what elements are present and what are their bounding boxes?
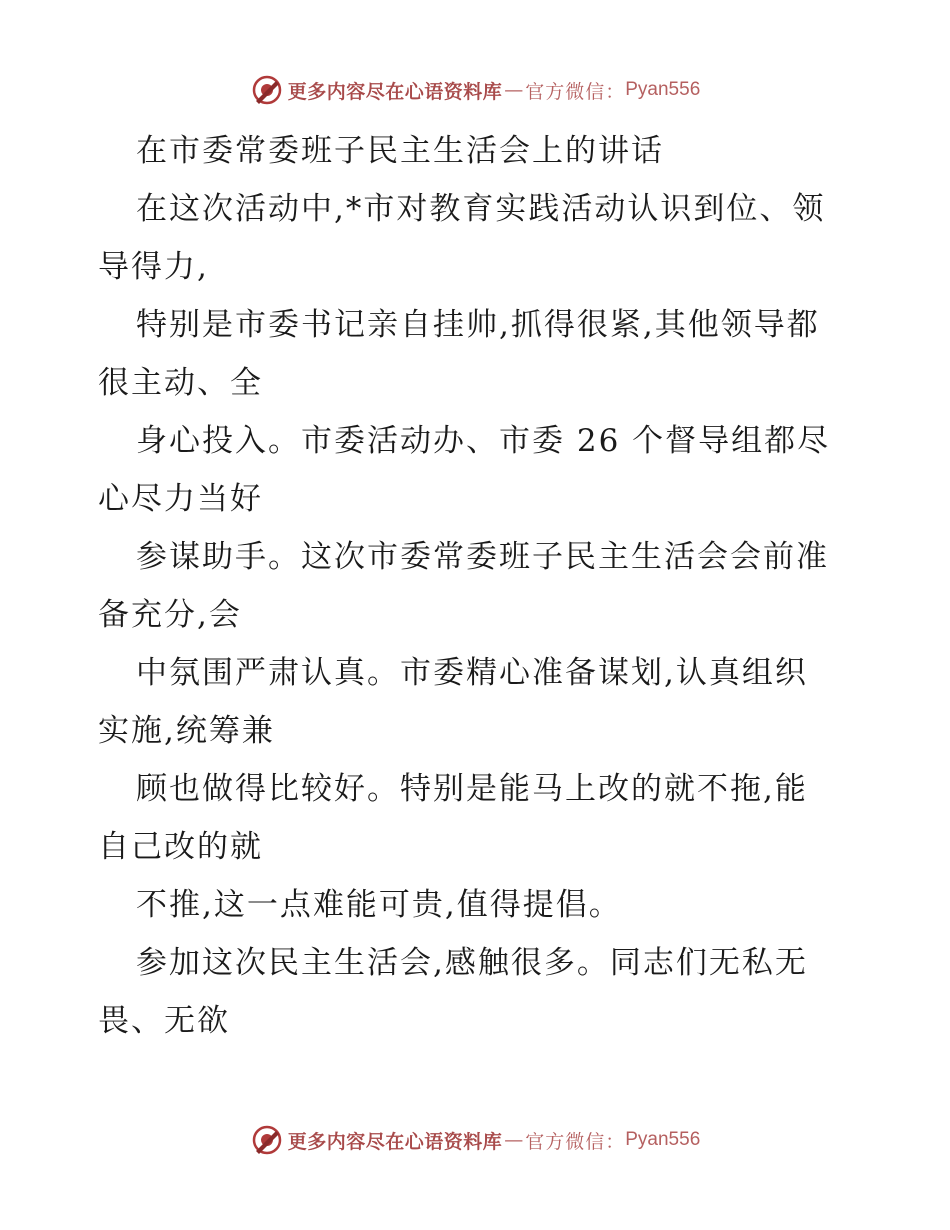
text-line: 不推,这一点难能可贵,值得提倡。 (136, 887, 622, 923)
banner-title: 更多内容尽在心语资料库 (287, 80, 503, 103)
footer-watermark-banner (0, 1122, 950, 1158)
banner-wechat-label: 官方微信： (525, 80, 626, 103)
text-line: 备充分,会 (98, 597, 242, 633)
pen-logo-icon (250, 73, 284, 107)
text-line: 参谋助手。这次市委常委班子民主生活会会前准 (136, 539, 829, 575)
text-line: 很主动、全 (98, 365, 263, 401)
text-line: 心尽力当好 (98, 481, 263, 517)
banner-wechat-label: 官方微信： (525, 1130, 626, 1153)
document-body (98, 122, 858, 1050)
banner-title: 更多内容尽在心语资料库 (287, 1130, 503, 1153)
banner-separator: — (504, 79, 524, 101)
text-line: 导得力, (98, 249, 209, 285)
banner-wechat-id: Pyan556 (625, 1129, 701, 1150)
document-title: 在市委常委班子民主生活会上的讲话 (136, 133, 664, 169)
text-line: 中氛围严肃认真。市委精心准备谋划,认真组织 (136, 655, 808, 691)
text-line: 在这次活动中,*市对教育实践活动认识到位、领 (136, 191, 826, 227)
banner-wechat-id: Pyan556 (625, 79, 701, 100)
text-line: 自己改的就 (98, 829, 263, 865)
text-line: 特别是市委书记亲自挂帅,抓得很紧,其他领导都 (136, 307, 820, 343)
text-line: 畏、无欲 (98, 1003, 230, 1039)
text-line: 参加这次民主生活会,感触很多。同志们无私无 (136, 945, 808, 981)
text-line: 实施,统筹兼 (98, 713, 275, 749)
text-line: 身心投入。市委活动办、市委 26 个督导组都尽 (136, 423, 831, 459)
text-line: 顾也做得比较好。特别是能马上改的就不拖,能 (136, 771, 808, 807)
pen-logo-icon (250, 1123, 284, 1157)
banner-separator: — (504, 1129, 524, 1151)
header-watermark-banner (0, 72, 950, 108)
